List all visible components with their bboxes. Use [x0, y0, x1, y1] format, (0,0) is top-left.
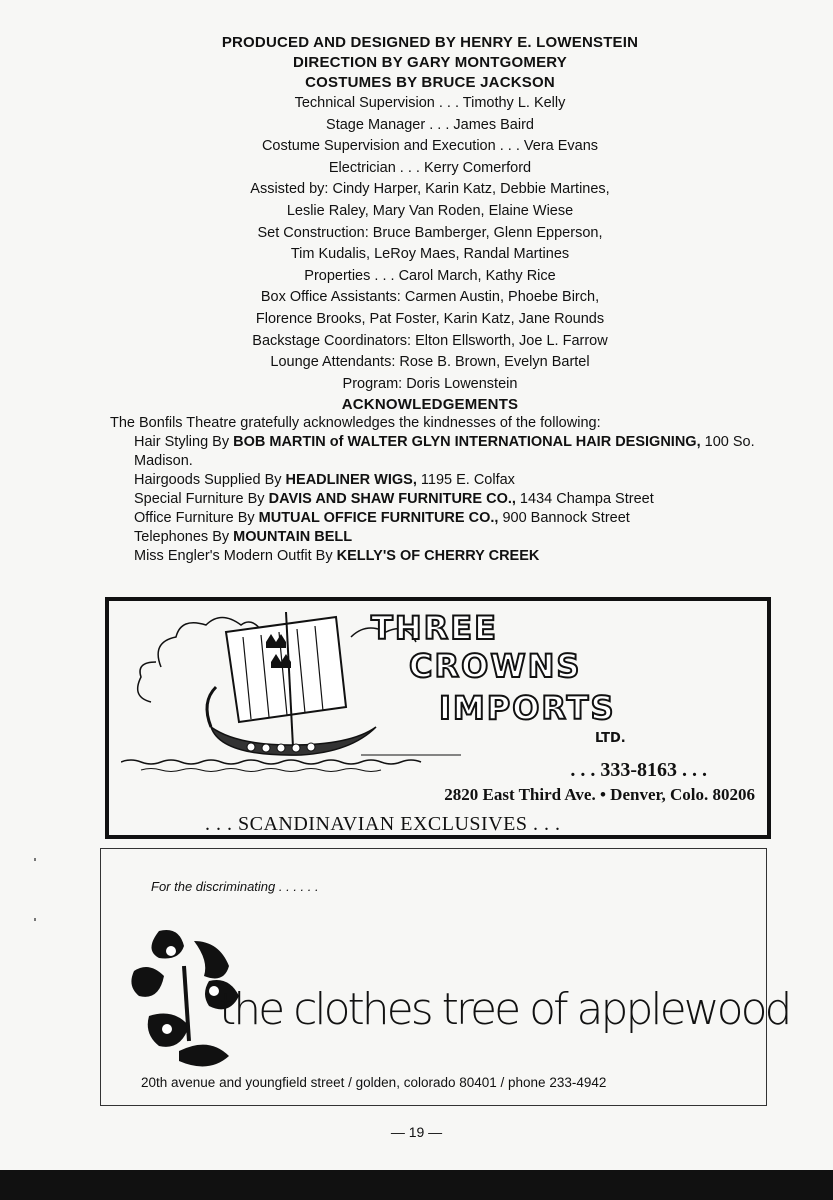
- credit-line: Program: Doris Lowenstein: [342, 375, 518, 392]
- costumes-credit: COSTUMES BY BRUCE JACKSON: [305, 74, 555, 91]
- producer-credit: PRODUCED AND DESIGNED BY HENRY E. LOWENSTEIN: [221, 34, 639, 51]
- ack-suffix: 1434 Champa Street: [515, 491, 654, 507]
- scan-speck: [34, 918, 36, 921]
- credit-line: Costume Supervision and Execution . . . Vera Evans: [261, 138, 599, 155]
- store-name: the clothes tree of applewood: [219, 984, 790, 1035]
- ack-prefix: Miss Engler's Modern Outfit By: [134, 548, 337, 564]
- ack-prefix: Special Furniture By: [134, 491, 269, 507]
- page-number: — 19 —: [390, 1124, 443, 1140]
- credits-block: [110, 33, 750, 415]
- logo-ltd: LTD.: [595, 731, 626, 746]
- ack-name: HEADLINER WIGS,: [285, 472, 417, 488]
- scan-speck: [34, 858, 36, 861]
- ack-item: [134, 547, 770, 566]
- credit-line: Leslie Raley, Mary Van Roden, Elaine Wiese: [286, 202, 574, 219]
- acknowledgements-list: [110, 414, 770, 566]
- ad-address: 2820 East Third Ave. • Denver, Colo. 80206: [444, 785, 755, 804]
- ack-name: KELLY'S OF CHERRY CREEK: [336, 548, 540, 564]
- acknowledgements-intro: The Bonfils Theatre gratefully acknowledges the kindnesses of the following:: [110, 415, 601, 431]
- ack-name: BOB MARTIN of WALTER GLYN INTERNATIONAL HAIR DESIGNING,: [233, 434, 701, 450]
- logo-line-three: THREE: [371, 609, 498, 647]
- clothes-tree-ad: [100, 848, 790, 1106]
- ack-name: MUTUAL OFFICE FURNITURE CO.,: [258, 510, 499, 526]
- ack-name: DAVIS AND SHAW FURNITURE CO.,: [268, 491, 516, 507]
- store-address: 20th avenue and youngfield street / golden, colorado 80401 / phone 233-4942: [141, 1075, 607, 1090]
- ack-item: [134, 509, 770, 528]
- credit-line: Stage Manager . . . James Baird: [326, 116, 534, 133]
- acknowledgements-heading: ACKNOWLEDGEMENTS: [341, 396, 519, 414]
- ack-item: [134, 490, 770, 509]
- ack-suffix: 1195 E. Colfax: [416, 472, 515, 488]
- logo-line-crowns: CROWNS: [409, 647, 582, 685]
- credit-line: Electrician . . . Kerry Comerford: [328, 159, 532, 176]
- director-credit: DIRECTION BY GARY MONTGOMERY: [293, 54, 567, 71]
- ack-prefix: Telephones By: [134, 529, 234, 545]
- credit-line: Florence Brooks, Pat Foster, Karin Katz, Jane Rounds: [255, 310, 605, 327]
- credit-line: Tim Kudalis, LeRoy Maes, Randal Martines: [290, 246, 570, 263]
- scan-edge: [0, 1170, 833, 1200]
- ack-suffix: 900 Bannock Street: [498, 510, 630, 526]
- ack-item: [134, 471, 770, 490]
- credit-line: Properties . . . Carol March, Kathy Rice: [304, 267, 556, 284]
- credit-line: Box Office Assistants: Carmen Austin, Phoebe Birch,: [260, 289, 600, 306]
- ack-prefix: Hairgoods Supplied By: [134, 472, 286, 488]
- credit-line: Assisted by: Cindy Harper, Karin Katz, Debbie Martines,: [250, 181, 610, 198]
- ack-name: MOUNTAIN BELL: [233, 529, 353, 545]
- ack-suffix: 100 So. Madison.: [134, 434, 755, 469]
- ad-phone: . . . 333-8163 . . .: [570, 759, 707, 781]
- logo-line-imports: IMPORTS: [439, 689, 616, 727]
- ad-tagline: For the discriminating . . . . . .: [151, 879, 319, 894]
- credit-line: Technical Supervision . . . Timothy L. Kelly: [294, 95, 566, 111]
- ack-item: [134, 528, 770, 547]
- ad-slogan: . . . SCANDINAVIAN EXCLUSIVES . . .: [205, 813, 561, 835]
- credit-line: Backstage Coordinators: Elton Ellsworth, Joe L. Farrow: [252, 332, 608, 349]
- ack-item: [134, 433, 770, 471]
- ack-prefix: Office Furniture By: [134, 510, 259, 526]
- three-crowns-ad: [105, 597, 771, 839]
- credit-line: Lounge Attendants: Rose B. Brown, Evelyn Bartel: [270, 354, 590, 371]
- credit-line: Set Construction: Bruce Bamberger, Glenn Epperson,: [257, 224, 603, 241]
- ack-prefix: Hair Styling By: [134, 434, 234, 450]
